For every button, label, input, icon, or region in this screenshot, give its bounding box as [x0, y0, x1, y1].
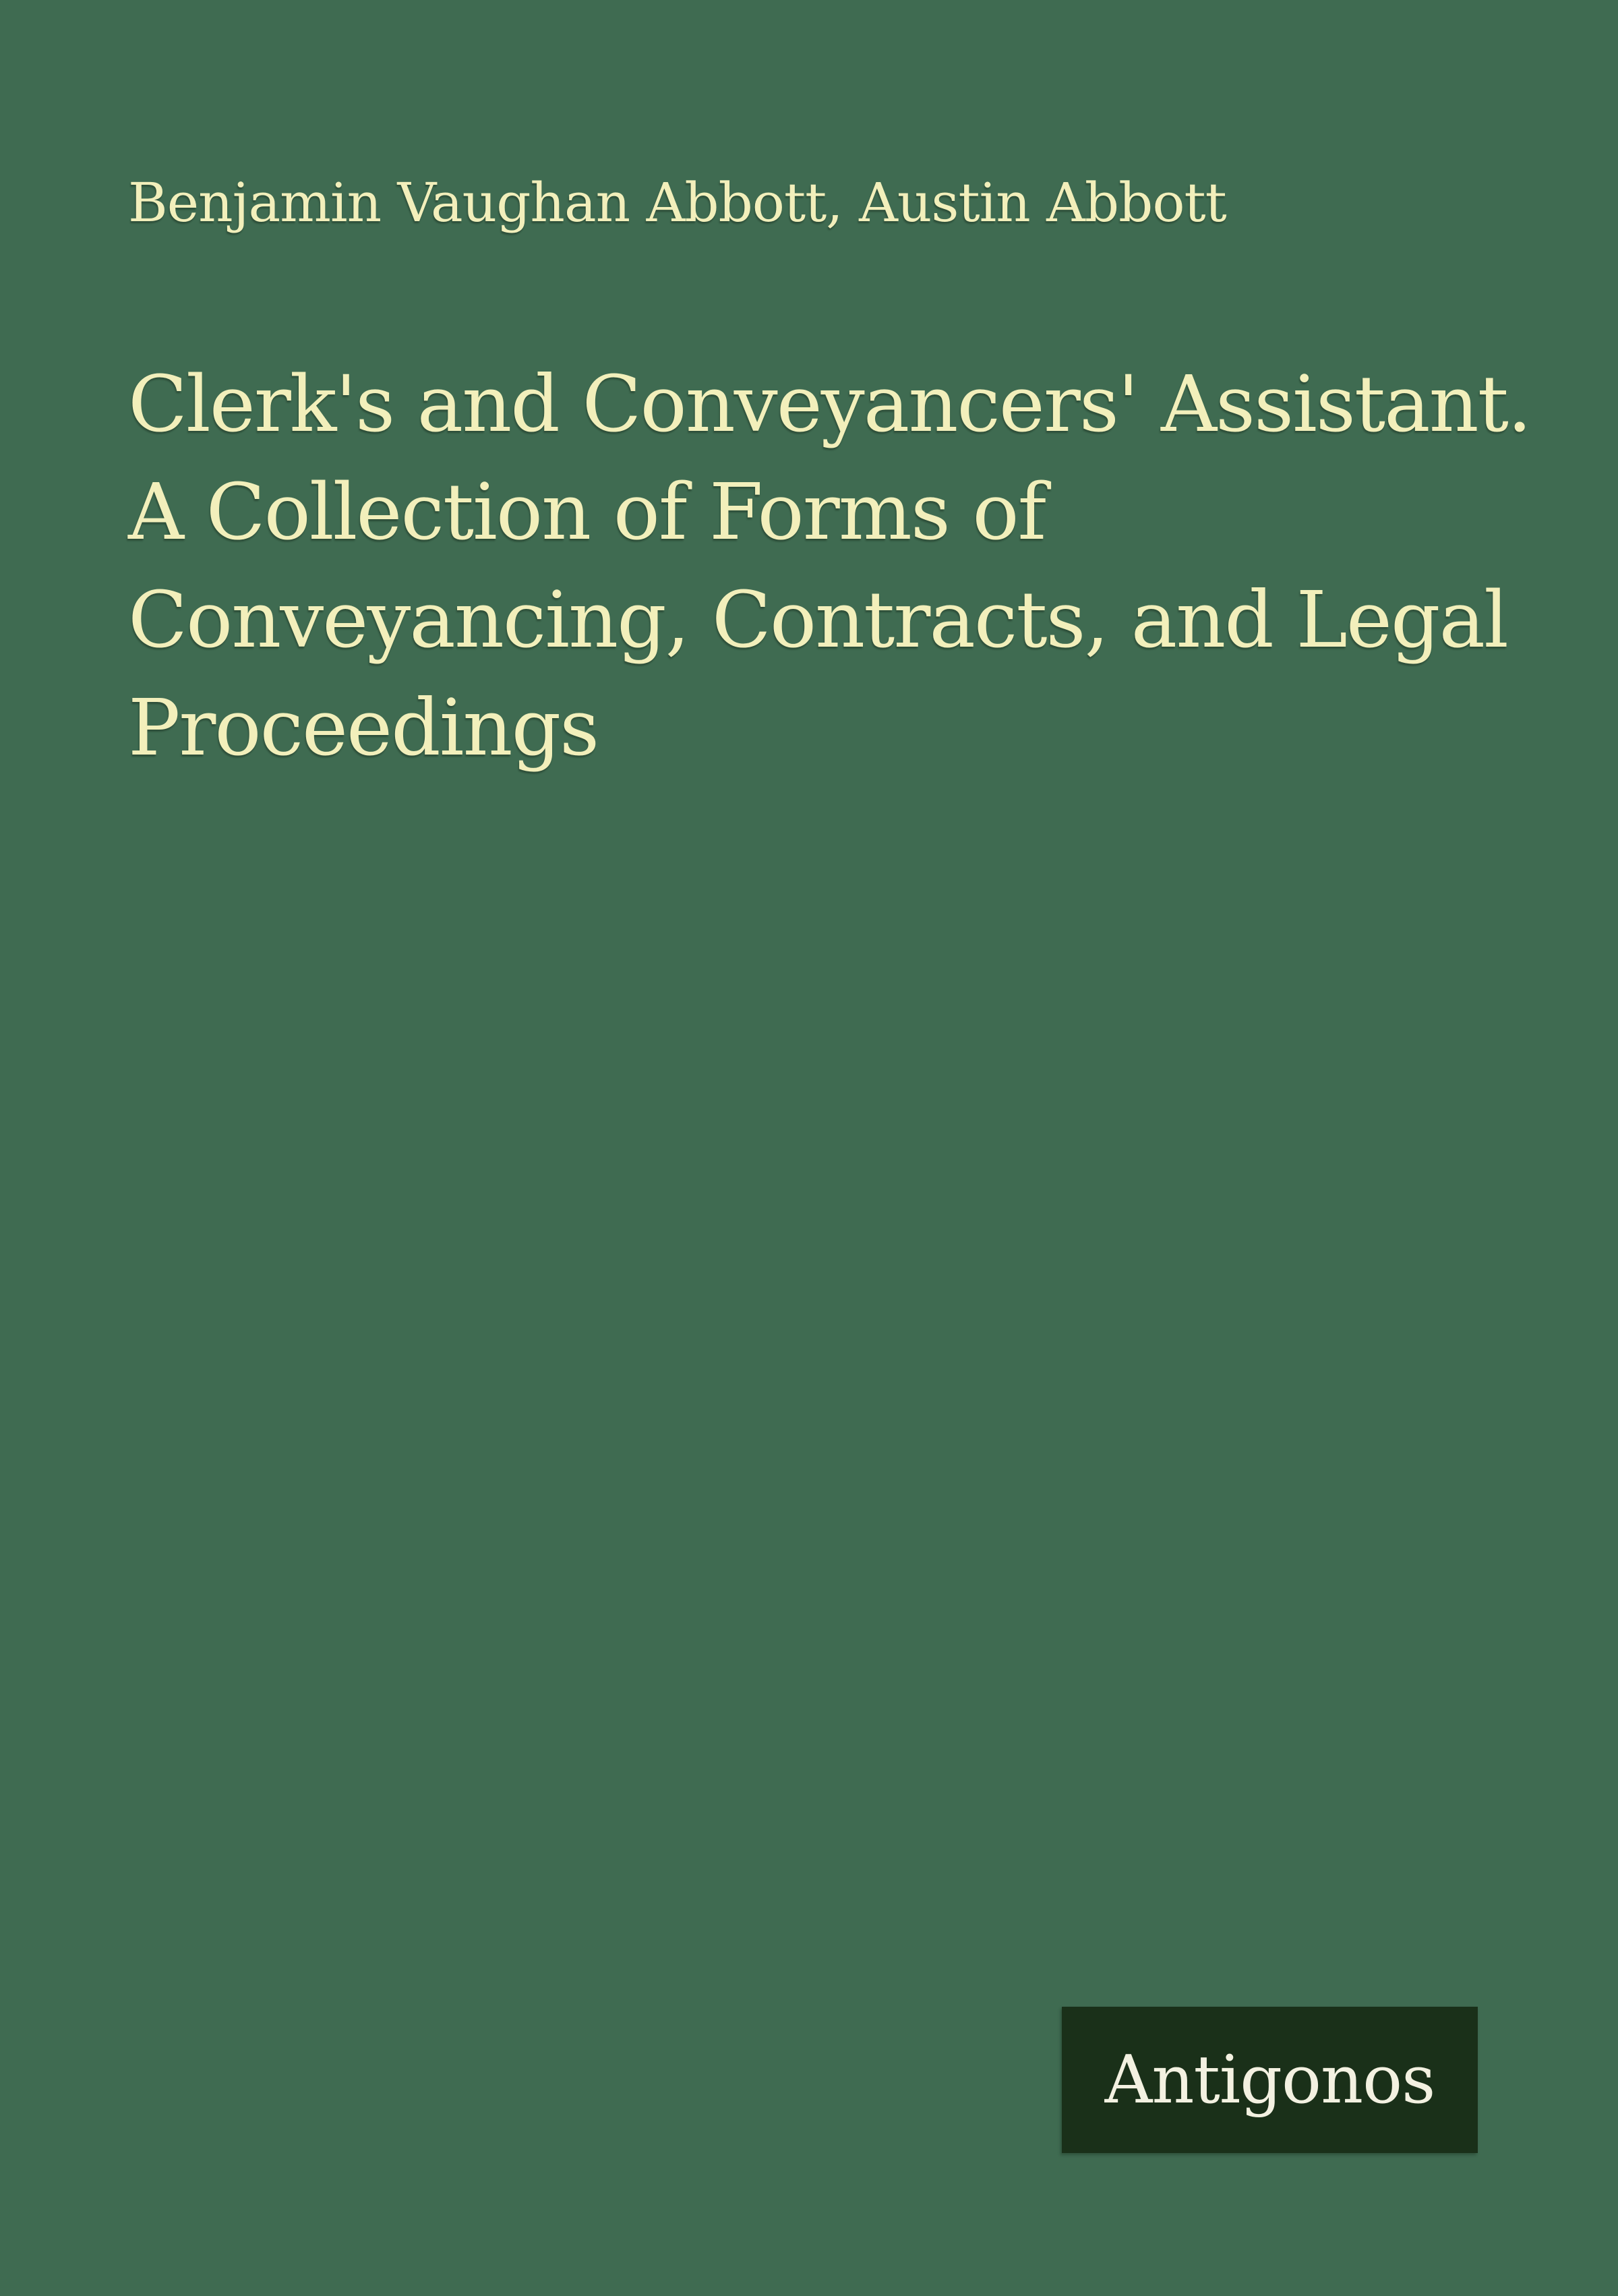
publisher-logo	[1062, 2007, 1478, 2153]
title-line-1: Clerk's and Conveyancers' Assistant.	[128, 359, 1531, 450]
title-line-3: Conveyancing, Contracts, and Legal	[128, 575, 1507, 666]
publisher-name: Antigonos	[1104, 2041, 1435, 2119]
author-names: Benjamin Vaughan Abbott, Austin Abbott	[128, 171, 1226, 234]
book-title	[128, 351, 1530, 782]
title-line-2: A Collection of Forms of	[128, 467, 1046, 558]
title-line-4: Proceedings	[128, 683, 599, 773]
